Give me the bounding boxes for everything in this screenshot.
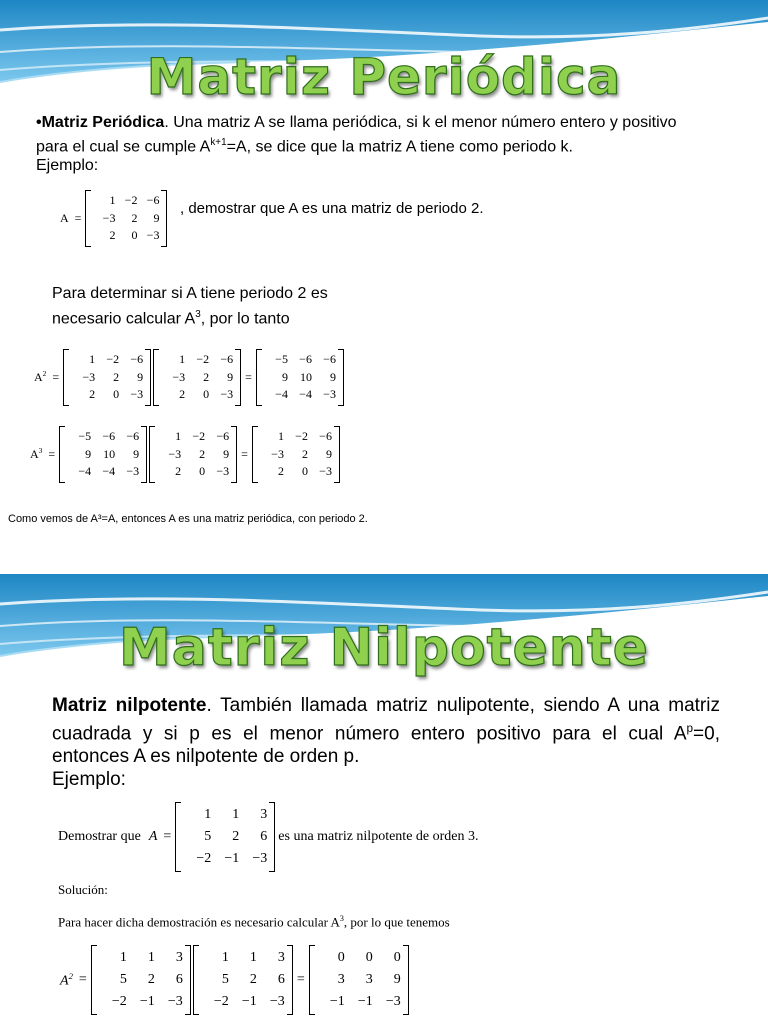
- matrix-cell: 1: [119, 950, 127, 965]
- matrix-cell: −2: [213, 994, 229, 1009]
- matrix-cell: −1: [224, 851, 240, 866]
- matrix-cell: 9: [329, 369, 336, 384]
- matrix-cell: −3: [130, 387, 144, 401]
- slide-nilpotente: [0, 574, 768, 1024]
- matrix-cell: 0: [365, 950, 373, 965]
- matrix-cell: −3: [220, 387, 234, 401]
- matrix-cell: −3: [167, 994, 183, 1009]
- matrix-cell: 2: [203, 369, 210, 384]
- matrix-cell: −6: [146, 193, 160, 207]
- definition-term: •Matriz Periódica: [36, 114, 165, 131]
- matrix-cell: −2: [196, 352, 210, 366]
- matrix-cell: −2: [111, 994, 127, 1009]
- matrix-cell: −1: [241, 994, 257, 1009]
- matrix-cell: −6: [323, 352, 336, 366]
- matrix-cell: 1: [147, 950, 155, 965]
- matrix-cell: 2: [199, 446, 206, 461]
- matrix-cell: −2: [124, 193, 138, 207]
- matrix-cell: −6: [216, 429, 230, 443]
- matrix-cell: −3: [269, 994, 285, 1009]
- matrix-cell: 5: [221, 972, 229, 987]
- matrix-cell: −1: [329, 994, 345, 1009]
- matrix-cell: −6: [299, 352, 312, 366]
- matrix-a2-result: [255, 351, 345, 404]
- matrix-cell: 0: [113, 387, 120, 401]
- matrix-cell: 5: [204, 829, 212, 844]
- calculation-text: Para hacer dicha demostración es necesario calcular $A^3$, por lo que tenemos: [58, 914, 450, 930]
- matrix-cell: 3: [337, 972, 345, 987]
- example-label: Ejemplo:: [36, 157, 99, 175]
- matrix-cell: 2: [277, 464, 284, 478]
- matrix-cell: −3: [146, 228, 160, 242]
- matrix-cell: 1: [175, 429, 182, 443]
- matrix-a-left: [90, 947, 192, 1013]
- matrix-cell: 0: [131, 228, 138, 242]
- matrix-cell: 2: [179, 387, 186, 401]
- matrix-cell: −6: [130, 352, 144, 366]
- matrix-cell: 10: [103, 446, 116, 461]
- demonstrate-equation: Demostrar que A = 1 1 3 5 2 6 −2 −1 −3 es una matriz nilpotente de orden 3.: [58, 804, 479, 870]
- matrix-a3-result: [251, 428, 341, 481]
- demonstrate-text: , demostrar que A es una matriz de periodo 2.: [180, 200, 484, 217]
- matrix-a-left: [62, 351, 152, 404]
- matrix-cell: −6: [319, 429, 332, 443]
- matrix-cell: 2: [249, 972, 257, 987]
- conclusion-text: Como vemos de A³=A, entonces A es una matriz periódica, con periodo 2.: [8, 513, 368, 525]
- matrix-cell: 9: [281, 369, 288, 384]
- matrix-cell: 9: [153, 210, 160, 225]
- matrix-cell: 5: [119, 972, 127, 987]
- matrix-cell: 6: [260, 829, 268, 844]
- matrix-cell: −4: [299, 387, 312, 401]
- matrix-a-right: [192, 947, 294, 1013]
- matrix-cell: 1: [221, 950, 229, 965]
- matrix-cell: −6: [126, 429, 140, 443]
- matrix-cell: −2: [106, 352, 120, 366]
- slide-title: Matriz Periódica: [146, 48, 622, 106]
- matrix-cell: 9: [393, 972, 401, 987]
- matrix-a-equation: A = 1 −2 −6 −3 2 9 2 0 −3: [60, 192, 168, 245]
- matrix-cell: −6: [220, 352, 234, 366]
- matrix-cell: −2: [196, 851, 212, 866]
- matrix-cell: −2: [295, 429, 308, 443]
- matrix-a: [174, 804, 276, 870]
- matrix-cell: 2: [301, 446, 308, 461]
- matrix-cell: −3: [252, 851, 268, 866]
- matrix-cell: −1: [357, 994, 373, 1009]
- a-squared-equation: $A^2$ = 1 1 3 5 2 6 −2 −1 −3 1 1 3 5 2 6 −2 −1 −3 = 0 0 0 3 3 9 −1 −1 −3: [60, 947, 410, 1013]
- matrix-cell: 2: [147, 972, 155, 987]
- matrix-cell: −6: [102, 429, 116, 443]
- matrix-cell: 2: [175, 464, 182, 478]
- a-cubed-equation: $A^3$ = −5 −6 −6 9 10 9 −4 −4 −3 1 −2 −6 −3 2 9 2 0 −3 = 1 −2 −6 −3 2 9 2 0 −3: [30, 428, 341, 481]
- matrix-a-right: [148, 428, 238, 481]
- matrix-cell: −3: [319, 464, 332, 478]
- matrix-cell: 1: [232, 807, 240, 822]
- matrix-cell: 0: [337, 950, 345, 965]
- definition-term: Matriz nilpotente: [52, 695, 207, 716]
- matrix-cell: −5: [78, 429, 92, 443]
- matrix-cell: 9: [85, 446, 92, 461]
- matrix-cell: −3: [216, 464, 230, 478]
- matrix-cell: −3: [126, 464, 140, 478]
- matrix-cell: 1: [249, 950, 257, 965]
- definition-text: Matriz nilpotente. También llamada matriz nulipotente, siendo A una matriz cuadrada y si p es el menor número entero positivo para el cual $A^p=0$, entonces A es nilpotente de orden p. Ejemplo:: [52, 695, 720, 791]
- matrix-cell: −3: [385, 994, 401, 1009]
- matrix-cell: −3: [168, 446, 182, 461]
- matrix-a: [84, 192, 168, 245]
- matrix-cell: 9: [325, 446, 332, 461]
- matrix-cell: −3: [271, 446, 284, 461]
- matrix-cell: −3: [82, 369, 96, 384]
- matrix-cell: 3: [175, 950, 183, 965]
- explanation-text: Para determinar si A tiene periodo 2 es necesario calcular $A^3$, por lo tanto: [52, 285, 328, 328]
- matrix-cell: 1: [204, 807, 212, 822]
- matrix-cell: 1: [179, 352, 186, 366]
- matrix-cell: 1: [89, 352, 96, 366]
- definition-text: •Matriz Periódica. Una matriz A se llama periódica, si k el menor número entero y positivo para el cual se cumple $A^{k+1}=A$, se dice que la matriz A tiene como periodo k. Ejemplo:: [36, 114, 677, 175]
- matrix-cell: 1: [277, 429, 284, 443]
- matrix-cell: −4: [102, 464, 116, 478]
- matrix-cell: 9: [133, 446, 140, 461]
- matrix-cell: 2: [113, 369, 120, 384]
- matrix-cell: −4: [275, 387, 288, 401]
- matrix-cell: 3: [260, 807, 268, 822]
- matrix-cell: 9: [227, 369, 234, 384]
- matrix-cell: −2: [192, 429, 206, 443]
- matrix-cell: 3: [277, 950, 285, 965]
- matrix-cell: 0: [199, 464, 206, 478]
- matrix-cell: 0: [203, 387, 210, 401]
- matrix-cell: −5: [275, 352, 288, 366]
- matrix-cell: −3: [102, 210, 116, 225]
- a-squared-equation: $A^2$ = 1 −2 −6 −3 2 9 2 0 −3 1 −2 −6 −3 2 9 2 0 −3 = −5 −6 −6 9 10 9 −4 −4 −3: [34, 351, 345, 404]
- matrix-cell: 6: [175, 972, 183, 987]
- matrix-a2-left: [58, 428, 148, 481]
- matrix-cell: −4: [78, 464, 92, 478]
- matrix-a-right: [152, 351, 242, 404]
- slide-title: Matriz Nilpotente: [119, 618, 649, 678]
- matrix-cell: 0: [393, 950, 401, 965]
- matrix-a2-result: [308, 947, 410, 1013]
- matrix-cell: 9: [137, 369, 144, 384]
- matrix-cell: 1: [109, 193, 116, 207]
- matrix-cell: −3: [323, 387, 336, 401]
- solution-label: Solución:: [58, 882, 108, 897]
- matrix-cell: 2: [131, 210, 138, 225]
- matrix-cell: 2: [109, 228, 116, 242]
- matrix-cell: −1: [139, 994, 155, 1009]
- matrix-cell: 2: [232, 829, 240, 844]
- matrix-cell: 10: [299, 369, 312, 384]
- matrix-cell: 6: [277, 972, 285, 987]
- matrix-cell: −3: [172, 369, 186, 384]
- matrix-cell: 9: [223, 446, 230, 461]
- matrix-cell: 2: [89, 387, 96, 401]
- matrix-cell: 0: [301, 464, 308, 478]
- example-label: Ejemplo:: [52, 769, 126, 791]
- matrix-cell: 3: [365, 972, 373, 987]
